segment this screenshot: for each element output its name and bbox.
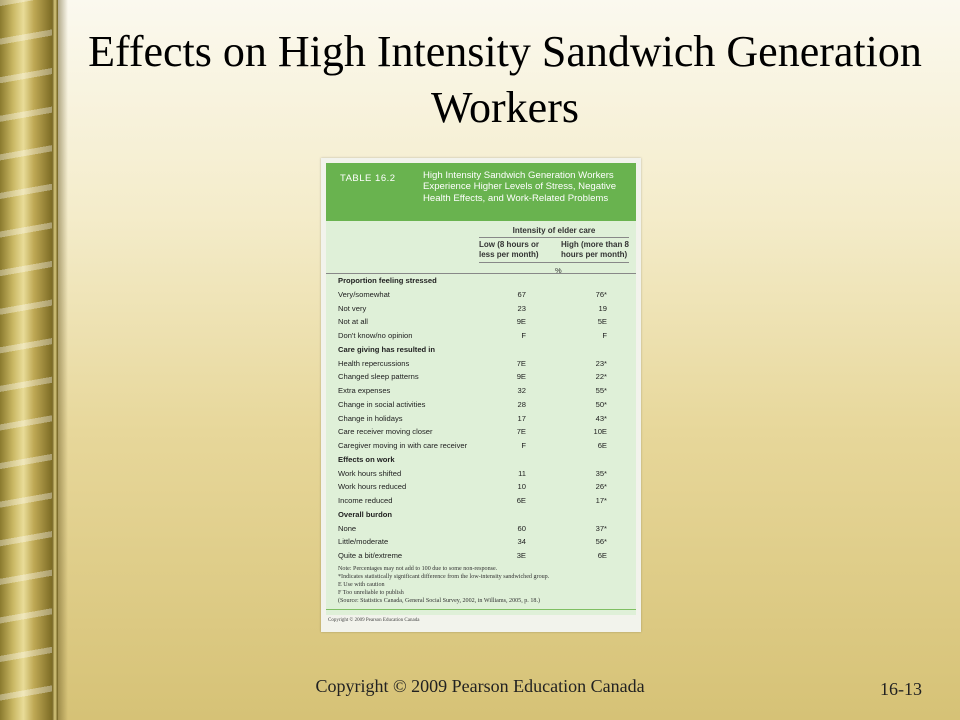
row-label: Not at all [338, 317, 368, 327]
table-header [326, 163, 636, 221]
low-value: 9E [516, 317, 526, 327]
table-row [326, 549, 636, 563]
high-value: 50* [595, 399, 607, 409]
border-shadow [58, 0, 68, 720]
note-line: (Source: Statistics Canada, General Social Survey, 2002, in Williams, 2005, p. 18.) [338, 598, 540, 604]
low-value: 3E [516, 551, 526, 560]
high-value: 17* [595, 496, 607, 505]
high-value: 23* [595, 358, 607, 368]
high-value: 10E [593, 427, 607, 437]
table-body [326, 221, 636, 615]
low-value: 7E [516, 358, 526, 368]
column-header-high: High (more than 8 hours per month) [561, 240, 630, 259]
row-label: Change in social activities [338, 399, 426, 409]
row-label: Don't know/no opinion [338, 331, 413, 340]
row-label: None [338, 523, 357, 533]
row-label: Work hours reduced [338, 482, 407, 492]
high-value: 55* [595, 386, 607, 395]
low-value: 9E [516, 372, 526, 382]
table-row [326, 370, 636, 384]
low-value: 17 [517, 413, 526, 423]
slide-number: 16-13 [880, 679, 922, 699]
row-label: Not very [338, 303, 367, 313]
note-line: F Too unreliable to publish [338, 590, 404, 596]
wood-border [0, 0, 52, 720]
table-rows [326, 273, 636, 563]
low-value: 7E [516, 427, 526, 437]
high-value: 76* [595, 289, 607, 299]
column-group [479, 226, 630, 259]
table-section-row [326, 273, 636, 288]
table-row [326, 288, 636, 302]
table-row [326, 384, 636, 398]
high-value: 37* [595, 523, 607, 533]
high-value: 35* [595, 468, 607, 478]
low-value: 11 [518, 468, 526, 478]
high-value: 22* [595, 372, 607, 382]
table-row [326, 480, 636, 494]
low-value: 32 [517, 386, 526, 395]
row-label: Work hours shifted [338, 468, 402, 478]
table-copyright: Copyright © 2009 Pearson Education Canada [328, 618, 420, 623]
table-row [326, 535, 636, 549]
note-line: Note: Percentages may not add to 100 due to some non-response. [338, 566, 498, 572]
table-row [326, 357, 636, 371]
row-label: Health repercussions [338, 358, 410, 368]
low-value: 67 [517, 289, 526, 299]
high-value: 6E [597, 441, 607, 450]
table-row [326, 302, 636, 316]
table-number: TABLE 16.2 [340, 173, 396, 184]
low-value: F [521, 331, 526, 340]
row-label: Very/somewhat [338, 289, 390, 299]
table-row [326, 329, 636, 343]
low-value: 34 [517, 537, 526, 547]
high-value: F [602, 331, 607, 340]
footer-copyright: Copyright © 2009 Pearson Education Canada [315, 676, 645, 696]
header-rule [479, 262, 629, 263]
table-row [326, 439, 636, 453]
row-label: Little/moderate [338, 537, 389, 547]
low-value: 60 [517, 523, 526, 533]
table-row [326, 315, 636, 329]
table-row [326, 467, 636, 481]
column-header-low: Low (8 hours or less per month) [479, 240, 539, 259]
table-row [326, 412, 636, 426]
row-label: Care giving has resulted in [338, 344, 436, 354]
table-notes [338, 565, 628, 605]
slide-title: Effects on High Intensity Sandwich Generation Workers [88, 27, 922, 132]
row-label: Change in holidays [338, 413, 403, 423]
table-row [326, 425, 636, 439]
row-label: Extra expenses [338, 386, 391, 395]
table-section-row [326, 453, 636, 467]
row-label: Effects on work [338, 454, 395, 464]
high-value: 56* [595, 537, 607, 547]
column-group-title: Intensity of elder care [479, 226, 629, 238]
row-label: Proportion feeling stressed [338, 276, 437, 285]
row-label: Income reduced [338, 496, 393, 505]
note-line: *Indicates statistically significant difference from the low-intensity sandwiched group. [338, 574, 550, 580]
low-value: 10 [517, 482, 526, 492]
low-value: 6E [516, 496, 526, 505]
low-value: F [521, 441, 526, 450]
row-label: Overall burdon [338, 509, 393, 519]
low-value: 23 [517, 303, 526, 313]
unit-label: % [555, 266, 562, 275]
high-value: 6E [597, 551, 607, 560]
note-line: E Use with caution [338, 582, 385, 588]
row-label: Quite a bit/extreme [338, 551, 403, 560]
table-caption: High Intensity Sandwich Generation Workers Experience Higher Levels of Stress, Negative Health Effects, and Work-Related Problems [423, 170, 617, 204]
notes-rule [326, 609, 636, 610]
row-label: Changed sleep patterns [338, 372, 419, 382]
table-figure [321, 158, 641, 632]
high-value: 5E [597, 317, 607, 327]
low-value: 28 [517, 399, 526, 409]
table-row [326, 522, 636, 536]
high-value: 26* [595, 482, 607, 492]
table-row [326, 398, 636, 412]
table-row [326, 494, 636, 508]
row-label: Caregiver moving in with care receiver [338, 441, 468, 450]
table-section-row [326, 508, 636, 522]
table-section-row [326, 343, 636, 357]
high-value: 43* [595, 413, 607, 423]
row-label: Care receiver moving closer [338, 427, 433, 437]
high-value: 19 [598, 303, 607, 313]
